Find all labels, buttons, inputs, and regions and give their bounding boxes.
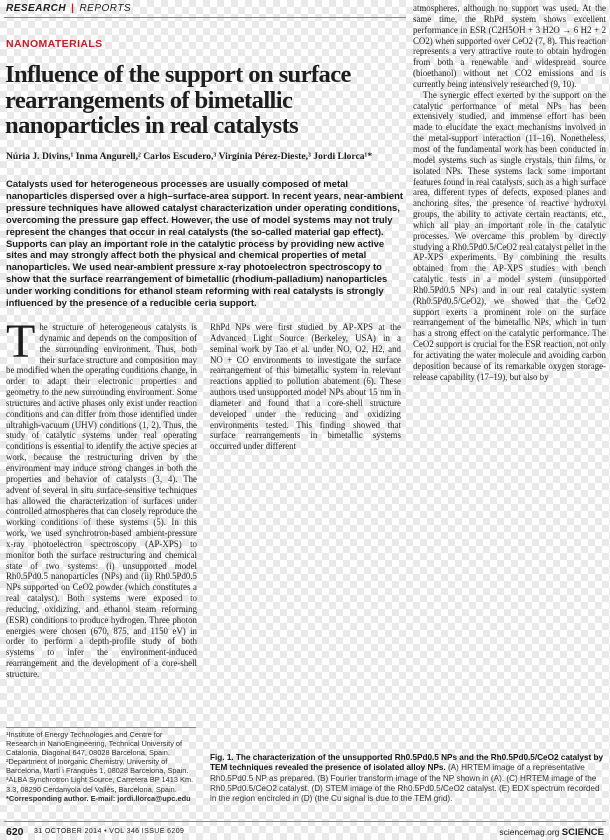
footer-rule	[4, 821, 606, 822]
section-label: RESEARCH	[6, 3, 67, 14]
article-title: Influence of the support on surface rearrangements of bimetallic nanoparticles in real catalysts	[5, 61, 351, 139]
corresponding-author: *Corresponding author. E-mail: jordi.llorca@upc.edu	[6, 793, 191, 803]
subsection-label: REPORTS	[79, 3, 132, 14]
body-text-2: RhPd NPs were first studied by AP-XPS at the Advanced Light Source (Berkeley, USA) in a seminal work by Tao et al. under NO, O2, H2, and NO + CO environments to investigate the surface rearrangement of this bimetallic system in relevant reactions applied to pollution abatement (6). These authors used unsupported model NPs about 15 nm in diameter and found that a core-shell structure developed under the reducing and oxidizing environments tested. This finding showed that surface rearrangements in bimetallic systems occurred under different	[210, 322, 401, 452]
header-separator: |	[71, 3, 75, 14]
body-text-3b: The synergic effect exerted by the support on the catalytic performance of metal NPs has been extensively studied, and immense effort has been made to elucidate the exact mechanisms involved in the metal-support interaction (11–16). Nonetheless, most of the fundamental work has been conducted in model systems such as single crystals, thin films, or isolated NPs. These systems lack some important features found in real catalysts, such as a high surface area, different types of defects, exposed planes and anchoring sites, the presence of reactive hydroxyl groups, the ability to activate certain reactants, etc., which all play an important role in the catalytic processes. We overcame this problem by directly studying a Rh0.5Pd0.5/CeO2 real catalyst pellet in the AP-XPS experiments. By combining the results obtained from the AP-XPS studies with bench catalytic tests in a model system (unsupported Rh0.5Pd0.5 NPs) and in our real catalytic system (Rh0.5Pd0.5/CeO2), we showed that the CeO2 support exerts a prominent role on the surface rearrangement of the bimetallic NPs, which in turn has a strong effect on the catalytic performance. The CeO2 support is crucial for the ESR reaction, not only for activating the water molecule and avoiding carbon deposition because of its remarkable oxygen storage-release capability (17–19), but also by	[413, 89, 606, 382]
page-number: 620	[6, 826, 24, 838]
affiliations	[6, 730, 196, 803]
body-text-3a: atmospheres, although no support was used. At the same time, the RhPd system shows excellent performance in ESR (C2H5OH + 3 H2O → 6 H2 + 2 CO2) when supported over CeO2 (7, 8). This reaction represents a very attractive route to obtain hydrogen from both a renewable and widespread source (bioethanol) without net CO2 emissions and is currently being intensively researched (9, 10).	[413, 3, 606, 89]
figure-caption-text: (A) HRTEM image of a representative Rh0.5Pd0.5 NP as prepared. (B) Fourier transform image of the NP shown in (A). (C) HRTEM image of the Rh0.5Pd0.5/CeO2 catalyst. (D) STEM image of the Rh0.5Pd0.5/CeO2 catalyst. (E) EDX spectrum recorded in the region encircled in (D) (the Cu signal is due to the TEM grid).	[210, 763, 600, 804]
figure-caption	[210, 753, 606, 804]
running-head	[6, 3, 131, 14]
header-rule	[4, 17, 406, 18]
figure-caption-label: Fig. 1. The characterization of the unsupported Rh0.5Pd0.5 NPs and the Rh0.5Pd0.5/CeO2 catalyst by TEM techniques revealed the presence of isolated alloy NPs.	[210, 753, 604, 773]
affiliation-text: ¹Institute of Energy Technologies and Centre for Research in NanoEngineering, Technical University of Catalonia, Diagonal 647, 08028 Barcelona, Spain. ²Department of Inorganic Chemistry, University of Barcelona, Martí i Franquès 1, 08028 Barcelona, Spain. ³ALBA Synchrotron Light Source, Carretera BP 1413 Km. 3.3, 08290 Cerdanyola del Vallès, Barcelona, Spain.	[6, 730, 194, 794]
affiliation-rule	[6, 727, 196, 728]
journal-name: SCIENCE	[561, 827, 604, 838]
site-url: sciencemag.org	[499, 827, 560, 837]
journal-site	[499, 827, 604, 838]
drop-cap: T	[6, 315, 36, 368]
body-text-1: he structure of heterogeneous catalysts is dynamic and depends on the composition of the surrounding environment. Thus, both their surface structure and composition may be modified when the operating conditions change, in order to adapt their electronic properties and geometry to the new surrounding environment. Some structures and active phases only exist under reaction conditions and can differ from those identified under ultrahigh-vacuum (UHV) conditions (1, 2). Thus, the study of catalytic systems under real operating conditions is essential to identify the active species at work, because the restructuring driven by the environment may induce strong changes in both the properties and behavior of catalysts (3, 4). The advent of several in situ surface-sensitive techniques has allowed the characterization of surfaces under controlled atmospheres that can closely reproduce the working conditions of these systems (5). In this work, we used synchrotron-based ambient-pressure x-ray photoelectron spectroscopy (AP-XPS) to monitor both the surface restructuring and chemical state of two systems: (i) unsupported model Rh0.5Pd0.5 nanoparticles (NPs) and (ii) Rh0.5Pd0.5 NPs supported on CeO2 powder (which constitutes a real catalyst). Both systems were exposed to reducing, oxidizing, and ethanol steam reforming (ESR) conditions to produce hydrogen. Three photon energies were chosen (670, 875, and 1150 eV) in order to perform a depth-profile study of both systems to infer the environment-induced rearrangement and the development of a core-shell structure.	[6, 322, 197, 679]
author-list: Núria J. Divins,¹ Inma Angurell,² Carlos Escudero,³ Virginia Pérez-Dieste,³ Jordi Llorca¹*	[6, 151, 373, 162]
abstract: Catalysts used for heterogeneous processes are usually composed of metal nanoparticles dispersed over a high–surface-area support. In recent years, near-ambient pressure techniques have allowed catalyst characterization under operating conditions, overcoming the pressure gap effect. However, the use of model systems may not truly represent the changes that occur in real catalysts (the so-called material gap effect). Supports can play an important role in the catalytic process by providing new active sites and may strongly affect both the physical and chemical properties of metal nanoparticles. We used near-ambient pressure x-ray photoelectron spectroscopy to show that the surface rearrangement of bimetallic (rhodium-palladium) nanoparticles under working conditions for ethanol steam reforming with real catalysts is strongly influenced by the presence of a reducible ceria support.	[6, 179, 404, 310]
body-column-1	[6, 315, 197, 680]
topic-kicker: NANOMATERIALS	[6, 38, 103, 50]
body-column-2	[210, 322, 401, 452]
body-column-3	[413, 3, 606, 383]
issue-info: 31 OCTOBER 2014 • VOL 346 ISSUE 6209	[34, 828, 185, 835]
